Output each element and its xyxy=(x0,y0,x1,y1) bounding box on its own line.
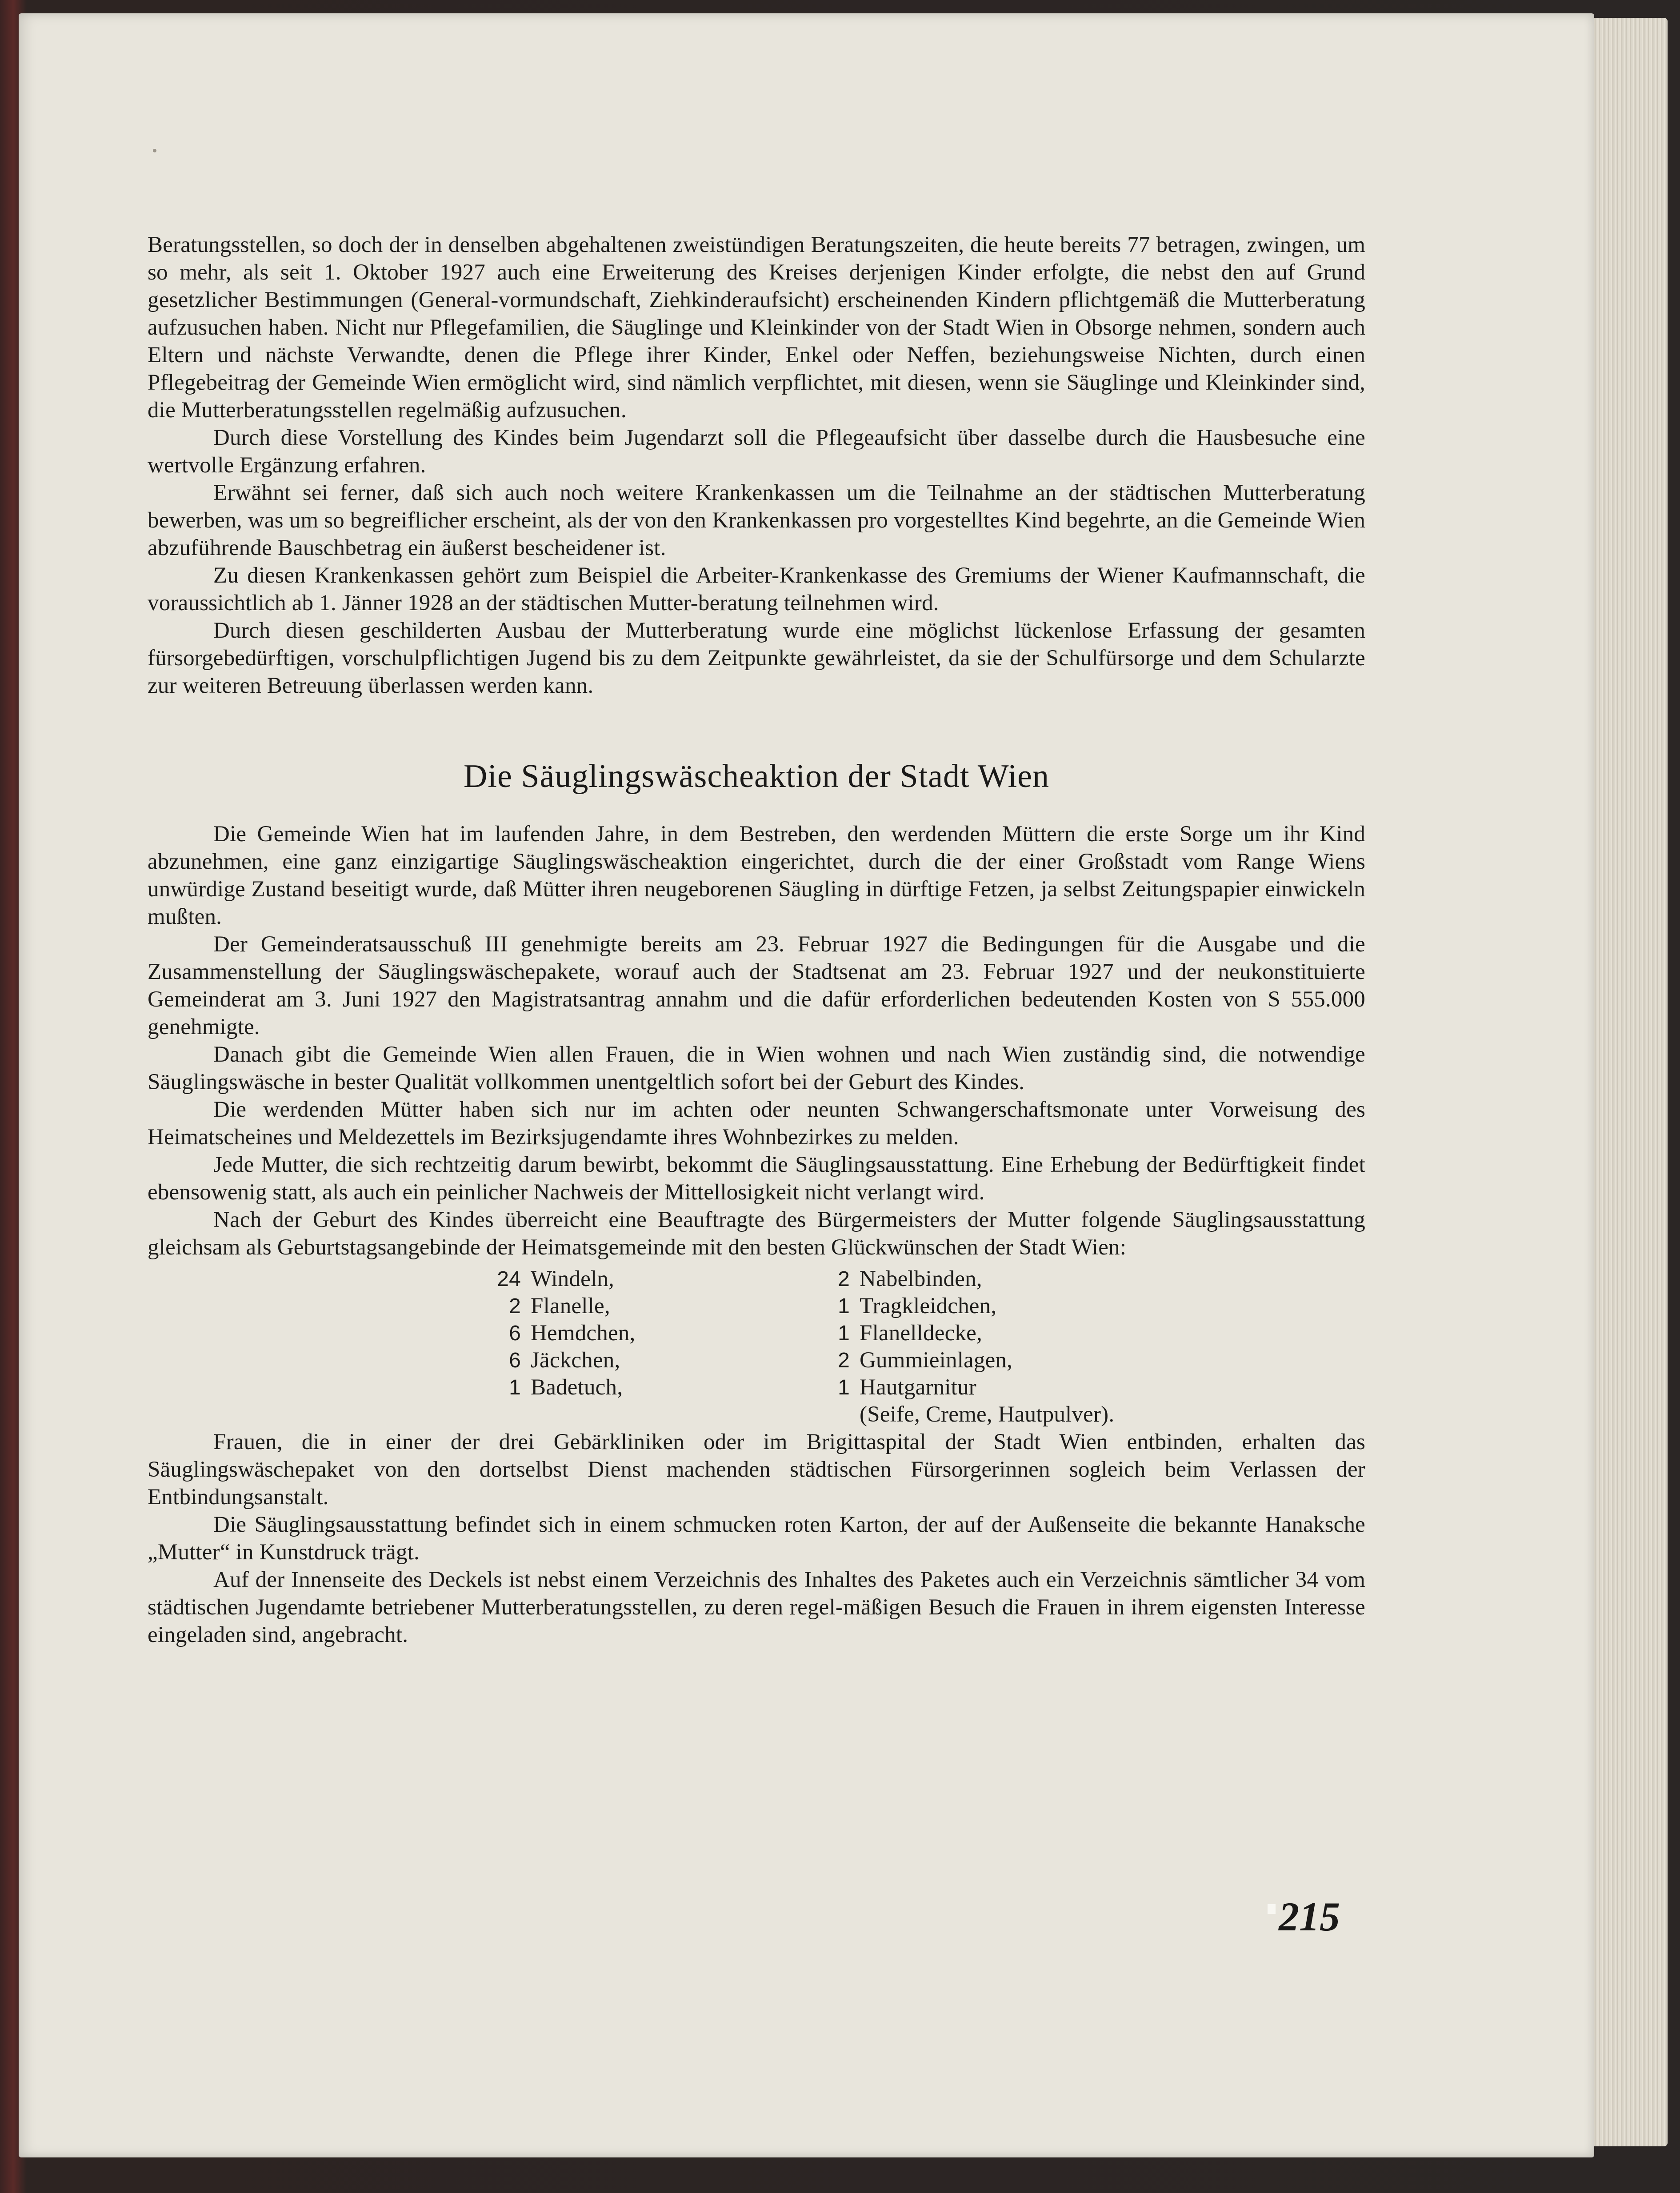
item-qty: 2 xyxy=(838,1267,850,1291)
paragraph: Nach der Geburt des Kindes überreicht eine Beauftragte des Bürgermeisters der Mutter folgende Säuglingsausstattung gleichsam als Geburtstagsangebinde der Heimatsgemeinde mit den besten Glückwünschen der Stadt Wien: xyxy=(148,1207,1365,1260)
item-qty: 1 xyxy=(838,1322,850,1345)
list-item xyxy=(805,1347,1134,1374)
item-qty: 6 xyxy=(509,1349,521,1372)
paragraph: Erwähnt sei ferner, daß sich auch noch weitere Krankenkassen um die Teilnahme an der städtischen Mutterberatung bewerben, was um so begreiflicher erscheint, als der von den Krankenkassen pro vorgestelltes Kind begehrte, an die Gemeinde Wien abzuführende Bauschbetrag ein äußerst bescheidener ist. xyxy=(148,480,1365,560)
item-column-left xyxy=(476,1266,805,1428)
item-name: Badetuch, xyxy=(531,1375,623,1400)
paragraph: Zu diesen Krankenkassen gehört zum Beispiel die Arbeiter-Krankenkasse des Gremiums der Wiener Kaufmannschaft, die voraussichtlich ab 1. Jänner 1928 an der städtischen Mutter-beratung teilnehmen wird. xyxy=(148,563,1365,615)
list-item xyxy=(476,1293,805,1320)
item-name: Flanelldecke, xyxy=(860,1321,982,1346)
item-name: Nabelbinden, xyxy=(860,1266,982,1291)
paragraph: Die Säuglingsausstattung befindet sich in einem schmucken roten Karton, der auf der Außenseite die bekannte Hanaksche „Mutter“ in Kunstdruck trägt. xyxy=(148,1512,1365,1565)
layette-item-list xyxy=(148,1266,1365,1428)
list-item xyxy=(476,1374,805,1401)
item-name: Flanelle, xyxy=(531,1294,610,1318)
item-qty: 1 xyxy=(509,1376,521,1399)
list-item xyxy=(805,1374,1134,1401)
paragraph: Die werdenden Mütter haben sich nur im achten oder neunten Schwangerschaftsmonate unter Vorweisung des Heimatscheines und Meldezettels im Bezirksjugendamte ihres Wohnbezirkes zu melden. xyxy=(148,1097,1365,1150)
section-heading: Die Säuglingswäscheaktion der Stadt Wien xyxy=(463,758,1050,795)
list-item xyxy=(476,1266,805,1293)
item-qty: 2 xyxy=(509,1294,521,1318)
paragraph: Durch diesen geschilderten Ausbau der Mutterberatung wurde eine möglichst lückenlose Erfassung der gesamten fürsorgebedürftigen, vorschulpflichtigen Jugend bis zu dem Zeitpunkte gewährleistet, da sie der Schulfürsorge und dem Schularzte zur weiteren Betreuung überlassen werden kann. xyxy=(148,618,1365,698)
list-item xyxy=(476,1320,805,1347)
paragraph: Beratungsstellen, so doch der in denselben abgehaltenen zweistündigen Beratungszeiten, die heute bereits 77 betragen, zwingen, um so mehr, als seit 1. Oktober 1927 auch eine Erweiterung des Kreises derjenigen Kinder erfolgte, die nebst den auf Grund gesetzlicher Bestimmungen (General-vormundschaft, Ziehkinderaufsicht) erscheinenden Kindern pflichtgemäß die Mutterberatung aufzusuchen haben. Nicht nur Pflegefamilien, die Säuglinge und Kleinkinder von der Stadt Wien in Obsorge nehmen, sondern auch Eltern und nächste Verwandte, denen die Pflege ihrer Kinder, Enkel oder Neffen, beziehungsweise Nichten, durch einen Pflegebeitrag der Gemeinde Wien ermöglicht wird, sind nämlich verpflichtet, mit diesen, wenn sie Säuglinge und Kleinkinder sind, die Mutterberatungsstellen regelmäßig aufzusuchen. xyxy=(148,232,1365,423)
item-name: Windeln, xyxy=(531,1266,614,1291)
item-note: (Seife, Creme, Hautpulver). xyxy=(860,1402,1115,1427)
list-item xyxy=(805,1293,1134,1320)
book-page xyxy=(19,13,1594,2157)
list-item xyxy=(805,1266,1134,1293)
item-name: Gummieinlagen, xyxy=(860,1348,1013,1373)
item-qty: 1 xyxy=(838,1376,850,1399)
page-text xyxy=(148,231,1365,1649)
paper-mark xyxy=(1268,1904,1276,1914)
item-name: Hemdchen, xyxy=(531,1321,636,1346)
paper-speck xyxy=(153,149,156,152)
item-qty: 2 xyxy=(838,1349,850,1372)
item-name: Hautgarnitur xyxy=(860,1375,976,1400)
list-item xyxy=(476,1347,805,1374)
item-name: Jäckchen, xyxy=(531,1348,620,1373)
paragraph: Jede Mutter, die sich rechtzeitig darum bewirbt, bekommt die Säuglingsausstattung. Eine Erhebung der Bedürftigkeit findet ebensowenig statt, als auch ein peinlicher Nachweis der Mittellosigkeit nicht verlangt wird. xyxy=(148,1152,1365,1205)
paragraph: Frauen, die in einer der drei Gebärkliniken oder im Brigittaspital der Stadt Wien entbinden, erhalten das Säuglingswäschepaket von den dortselbst Dienst machenden städtischen Fürsorgerinnen sogleich beim Verlassen der Entbindungsanstalt. xyxy=(148,1430,1365,1510)
item-column-right xyxy=(805,1266,1134,1428)
item-name: Tragkleidchen, xyxy=(860,1294,997,1318)
item-qty: 24 xyxy=(497,1267,521,1291)
item-qty: 1 xyxy=(838,1294,850,1318)
page-number: 215 xyxy=(1279,1894,1340,1939)
paragraph: Der Gemeinderatsausschuß III genehmigte bereits am 23. Februar 1927 die Bedingungen für die Ausgabe und die Zusammenstellung der Säuglingswäschepakete, worauf auch der Stadtsenat am 23. Februar 1927 und der neukonstituierte Gemeinderat am 3. Juni 1927 den Magistratsantrag annahm und die dafür erforderlichen bedeutenden Kosten von S 555.000 genehmigte. xyxy=(148,932,1365,1039)
paragraph: Auf der Innenseite des Deckels ist nebst einem Verzeichnis des Inhaltes des Paketes auch ein Verzeichnis sämtlicher 34 vom städtischen Jugendamte betriebener Mutterberatungsstellen, zu deren regel-mäßigen Besuch die Frauen in ihrem eigensten Interesse eingeladen sind, angebracht. xyxy=(148,1567,1365,1647)
item-qty: 6 xyxy=(509,1322,521,1345)
paragraph: Danach gibt die Gemeinde Wien allen Frauen, die in Wien wohnen und nach Wien zuständig sind, die notwendige Säuglingswäsche in bester Qualität vollkommen unentgeltlich sofort bei der Geburt des Kindes. xyxy=(148,1042,1365,1095)
paragraph: Die Gemeinde Wien hat im laufenden Jahre, in dem Bestreben, den werdenden Müttern die erste Sorge um ihr Kind abzunehmen, eine ganz einzigartige Säuglingswäscheaktion eingerichtet, durch die der einer Großstadt vom Range Wiens unwürdige Zustand beseitigt wurde, daß Mütter ihren neugeborenen Säugling in dürftige Fetzen, ja selbst Zeitungspapier einwickeln mußten. xyxy=(148,822,1365,929)
list-item xyxy=(805,1320,1134,1347)
paragraph: Durch diese Vorstellung des Kindes beim Jugendarzt soll die Pflegeaufsicht über dasselbe durch die Hausbesuche eine wertvolle Ergänzung erfahren. xyxy=(148,425,1365,478)
